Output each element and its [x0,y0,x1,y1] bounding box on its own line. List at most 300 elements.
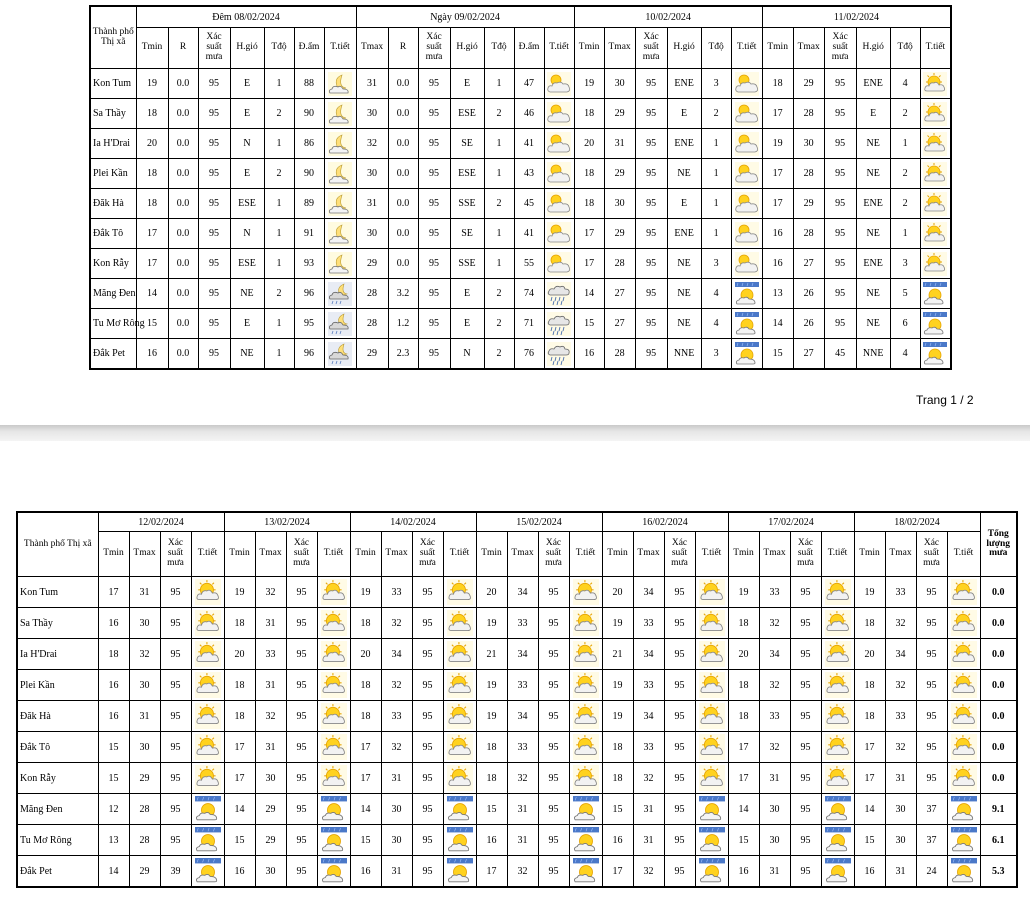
table-cell: 95 [418,219,450,249]
table-cell: 95 [198,249,230,279]
table-cell: 18 [224,670,255,701]
table-cell: 96 [294,339,324,370]
weather-icon [191,794,224,825]
weather-icon [191,577,224,608]
table-cell: 27 [604,279,635,309]
column-header: Xác suất mưa [824,28,856,69]
table-cell: 0.0 [168,279,198,309]
table-cell: 95 [412,608,443,639]
table-cell: 32 [633,763,664,794]
weather-icon [317,732,350,763]
table-cell: 95 [664,732,695,763]
column-header: Tmin [136,28,168,69]
table-cell: 20 [350,639,381,670]
table-cell: 20 [136,129,168,159]
weather-icon [191,670,224,701]
table-cell: 2 [264,279,294,309]
weather-icon [569,794,602,825]
table-cell: 18 [476,763,507,794]
weather-icon [695,732,728,763]
table-cell: 29 [255,825,286,856]
table-cell: 2 [890,159,920,189]
table-cell: E [450,279,484,309]
column-header: Xác suất mưa [916,532,947,577]
column-header: Xác suất mưa [664,532,695,577]
table-cell: 95 [418,309,450,339]
column-header: Xác suất mưa [412,532,443,577]
table-cell: 95 [824,129,856,159]
table-cell: 0.0 [388,249,418,279]
table-cell: 0.0 [168,159,198,189]
table-cell: 1 [264,189,294,219]
weather-icon [324,279,356,309]
weather-icon [821,794,854,825]
date-header: 17/02/2024 [728,512,854,532]
city-name: Ia H'Drai [17,639,98,670]
table-cell: 95 [286,856,317,888]
weather-icon [947,670,980,701]
table-cell: 17 [574,249,604,279]
weather-icon [317,608,350,639]
weather-icon [947,856,980,888]
weather-icon [731,99,762,129]
table-cell: 95 [824,69,856,99]
table-cell: 0.0 [388,219,418,249]
table-cell: 95 [664,825,695,856]
table-cell: NE [230,339,264,370]
table-cell: 17 [854,763,885,794]
table-cell: 2 [264,99,294,129]
table-cell: 29 [793,69,824,99]
table-cell: E [230,309,264,339]
column-header: T.tiết [947,532,980,577]
table-cell: 17 [224,732,255,763]
city-name: Măng Đen [90,279,136,309]
table-cell: 14 [728,794,759,825]
table-cell: 19 [574,69,604,99]
table-cell: 14 [98,856,129,888]
table-cell: 95 [538,732,569,763]
table-cell: 17 [224,763,255,794]
table-cell: 95 [418,189,450,219]
table-cell: 32 [381,670,412,701]
table-cell: 95 [198,189,230,219]
column-header: Tmax [129,532,160,577]
table-row [17,825,1017,856]
table-cell: 34 [633,577,664,608]
total-rain-value: 6.1 [980,825,1017,856]
table-cell: 95 [412,825,443,856]
table-cell: 18 [574,189,604,219]
table-cell: 95 [635,279,667,309]
table-cell: 95 [412,577,443,608]
table-cell: 21 [602,639,633,670]
table-cell: 45 [824,339,856,370]
weather-icon [947,701,980,732]
table-cell: 95 [160,639,191,670]
column-header: Tmax [604,28,635,69]
date-header: 12/02/2024 [98,512,224,532]
table-cell: 4 [890,339,920,370]
column-header: Xác suất mưa [160,532,191,577]
table-cell: 31 [633,794,664,825]
table-row [17,577,1017,608]
table-cell: 95 [538,763,569,794]
table-row [90,69,951,99]
table-cell: 20 [476,577,507,608]
table-cell: 19 [224,577,255,608]
table-cell: 30 [759,825,790,856]
city-name: Đắk Tô [90,219,136,249]
table-cell: 89 [294,189,324,219]
table-cell: 34 [633,701,664,732]
column-header: T.tiết [544,28,574,69]
table-cell: 95 [664,763,695,794]
table-cell: 15 [136,309,168,339]
column-header: Tmax [793,28,824,69]
column-header: Xác suất mưa [635,28,667,69]
date-header: 16/02/2024 [602,512,728,532]
table-cell: 1 [264,339,294,370]
table-cell: 1 [701,159,731,189]
weather-icon [731,69,762,99]
column-header: T.tiết [569,532,602,577]
table-cell: 95 [635,339,667,370]
weather-icon [920,99,951,129]
table-cell: 95 [538,856,569,888]
table-cell: 17 [476,856,507,888]
table-cell: 31 [255,608,286,639]
weather-icon [731,279,762,309]
column-header: Tđộ [890,28,920,69]
table-cell: 74 [514,279,544,309]
table-cell: 0.0 [168,309,198,339]
table-cell: 55 [514,249,544,279]
table-cell: 95 [198,99,230,129]
weather-icon [317,701,350,732]
table-cell: 17 [762,159,793,189]
table-cell: 95 [412,701,443,732]
weather-icon [443,701,476,732]
weather-icon [695,608,728,639]
date-header: Đêm 08/02/2024 [136,6,356,28]
total-rain-value: 0.0 [980,670,1017,701]
city-name: Kon Rẫy [90,249,136,279]
column-header: Xác suất mưa [286,532,317,577]
column-header: Tmin [224,532,255,577]
header-row-dates [90,6,951,28]
table-cell: 34 [885,639,916,670]
table-cell: 95 [418,339,450,370]
table-cell: 2 [484,309,514,339]
table-cell: 18 [854,608,885,639]
total-rain-header: Tổng lượng mưa [980,512,1017,577]
weather-icon [947,732,980,763]
table-cell: 95 [286,577,317,608]
table-cell: 46 [514,99,544,129]
table-cell: 95 [286,794,317,825]
table-cell: 1.2 [388,309,418,339]
table-cell: 29 [793,189,824,219]
table-cell: 32 [885,670,916,701]
total-rain-value: 0.0 [980,701,1017,732]
column-header: H.gió [856,28,890,69]
table-cell: 17 [98,577,129,608]
table-cell: 95 [664,794,695,825]
city-name: Ia H'Drai [90,129,136,159]
table-cell: 95 [824,279,856,309]
weather-icon [920,159,951,189]
table-cell: ESE [230,249,264,279]
date-header: 11/02/2024 [762,6,951,28]
column-header: Tđộ [264,28,294,69]
table-cell: 33 [759,577,790,608]
table-cell: 41 [514,219,544,249]
table-cell: 18 [350,608,381,639]
table-cell: 21 [476,639,507,670]
column-header: Tmax [255,532,286,577]
header-row-columns [90,28,951,69]
table-cell: 18 [854,701,885,732]
table-cell: 95 [286,732,317,763]
weather-icon [920,69,951,99]
table-cell: 33 [633,670,664,701]
table-cell: ESE [230,189,264,219]
table-cell: 95 [418,279,450,309]
table-row [17,639,1017,670]
weather-icon [920,129,951,159]
weather-icon [947,763,980,794]
weather-icon [821,670,854,701]
table-cell: 1 [484,69,514,99]
date-header: 15/02/2024 [476,512,602,532]
table-cell: 33 [507,608,538,639]
table-cell: 95 [418,129,450,159]
table-cell: 95 [635,249,667,279]
table-cell: 95 [418,159,450,189]
weather-icon [191,701,224,732]
weather-icon [443,856,476,888]
table-cell: 95 [286,639,317,670]
table-row [17,608,1017,639]
column-header: T.tiết [324,28,356,69]
table-cell: 34 [633,639,664,670]
weather-icon [544,279,574,309]
weather-icon [443,794,476,825]
table-cell: 19 [854,577,885,608]
table-cell: 31 [129,701,160,732]
table-cell: 19 [476,670,507,701]
table-cell: 15 [98,732,129,763]
weather-icon [731,189,762,219]
table-cell: 30 [381,794,412,825]
table-cell: 18 [854,670,885,701]
weather-icon [324,339,356,370]
total-rain-value: 0.0 [980,763,1017,794]
table-cell: 16 [350,856,381,888]
table-cell: 15 [98,763,129,794]
city-header: Thành phố Thị xã [90,6,136,69]
table-cell: 33 [759,701,790,732]
weather-icon [695,825,728,856]
table-cell: 95 [824,309,856,339]
table-cell: E [230,159,264,189]
weather-icon [569,608,602,639]
weather-icon [443,670,476,701]
table-cell: 2 [484,99,514,129]
table-cell: 95 [198,129,230,159]
table-cell: 18 [224,701,255,732]
table-cell: 16 [728,856,759,888]
table-cell: 20 [854,639,885,670]
table-cell: 28 [604,249,635,279]
table-cell: 95 [160,670,191,701]
table-cell: 37 [916,825,947,856]
column-header: Tmin [762,28,793,69]
weather-icon [569,701,602,732]
table-cell: NE [667,279,701,309]
table-cell: ENE [856,249,890,279]
table-cell: 18 [574,159,604,189]
weather-icon [191,608,224,639]
table-cell: 18 [136,99,168,129]
table-cell: 30 [129,608,160,639]
table-cell: NE [856,279,890,309]
table-cell: 16 [854,856,885,888]
city-name: Kon Rẫy [17,763,98,794]
table-cell: 30 [885,825,916,856]
table-cell: 31 [129,577,160,608]
table-cell: 33 [633,732,664,763]
table-cell: 32 [255,577,286,608]
table-cell: E [450,309,484,339]
table-cell: 31 [759,763,790,794]
table-cell: 95 [412,670,443,701]
table-cell: 29 [356,339,388,370]
weather-icon [191,732,224,763]
table-cell: 19 [602,608,633,639]
column-header: T.tiết [695,532,728,577]
weather-icon [695,670,728,701]
table-cell: 95 [538,639,569,670]
table-cell: 3.2 [388,279,418,309]
table-cell: 31 [885,856,916,888]
table-cell: 1 [701,219,731,249]
table-cell: 45 [514,189,544,219]
table-cell: 18 [728,608,759,639]
column-header: H.gió [450,28,484,69]
table-cell: 31 [381,856,412,888]
table-cell: 1 [264,219,294,249]
table-cell: 95 [824,159,856,189]
table-cell: 95 [286,763,317,794]
table-cell: 32 [507,763,538,794]
table-cell: 31 [507,794,538,825]
column-header: Tmin [854,532,885,577]
weather-icon [191,763,224,794]
table-cell: 34 [507,577,538,608]
weather-icon [544,189,574,219]
table-cell: 33 [885,577,916,608]
forecast-table-short [89,5,952,370]
weather-icon [317,794,350,825]
table-cell: 24 [916,856,947,888]
table-cell: 95 [916,639,947,670]
table-cell: 95 [286,608,317,639]
table-cell: 95 [286,701,317,732]
table-cell: 28 [356,309,388,339]
city-name: Tu Mơ Rông [17,825,98,856]
table-cell: 16 [762,249,793,279]
column-header: Xác suất mưa [198,28,230,69]
weather-icon [731,339,762,370]
table-cell: 29 [604,159,635,189]
column-header: Tmax [507,532,538,577]
table-row [90,249,951,279]
table-cell: 1 [264,309,294,339]
weather-icon [821,763,854,794]
column-header: Xác suất mưa [418,28,450,69]
weather-icon [569,732,602,763]
table-cell: ENE [667,219,701,249]
table-cell: 17 [762,99,793,129]
table-cell: 14 [574,279,604,309]
table-cell: SSE [450,249,484,279]
table-cell: 2 [484,339,514,370]
table-cell: 27 [793,249,824,279]
weather-icon [544,249,574,279]
table-cell: 4 [701,279,731,309]
column-header: T.tiết [821,532,854,577]
city-name: Kon Tum [17,577,98,608]
table-cell: 17 [350,763,381,794]
date-header: 14/02/2024 [350,512,476,532]
table-cell: 0.0 [168,249,198,279]
table-cell: 15 [350,825,381,856]
table-cell: 95 [160,763,191,794]
table-cell: 95 [412,794,443,825]
table-cell: 95 [916,732,947,763]
table-cell: 90 [294,99,324,129]
table-cell: 95 [635,69,667,99]
column-header: Đ.ẩm [294,28,324,69]
table-cell: 14 [854,794,885,825]
table-cell: 18 [602,732,633,763]
table-cell: 95 [916,670,947,701]
table-cell: 1 [484,249,514,279]
city-name: Đăk Hà [90,189,136,219]
table-cell: 18 [762,69,793,99]
table-cell: 91 [294,219,324,249]
table-cell: 33 [633,608,664,639]
table-cell: 34 [507,639,538,670]
table-cell: N [450,339,484,370]
weather-icon [544,69,574,99]
table-cell: NNE [856,339,890,370]
table-row [17,856,1017,888]
table-cell: 1 [484,159,514,189]
table-cell: E [230,99,264,129]
table-cell: E [230,69,264,99]
table-cell: 32 [885,608,916,639]
table-cell: 28 [793,99,824,129]
weather-icon [317,856,350,888]
column-header: Tmin [476,532,507,577]
column-header: R [168,28,198,69]
table-cell: 0.0 [168,339,198,370]
table-cell: 3 [701,339,731,370]
table-cell: 32 [759,608,790,639]
